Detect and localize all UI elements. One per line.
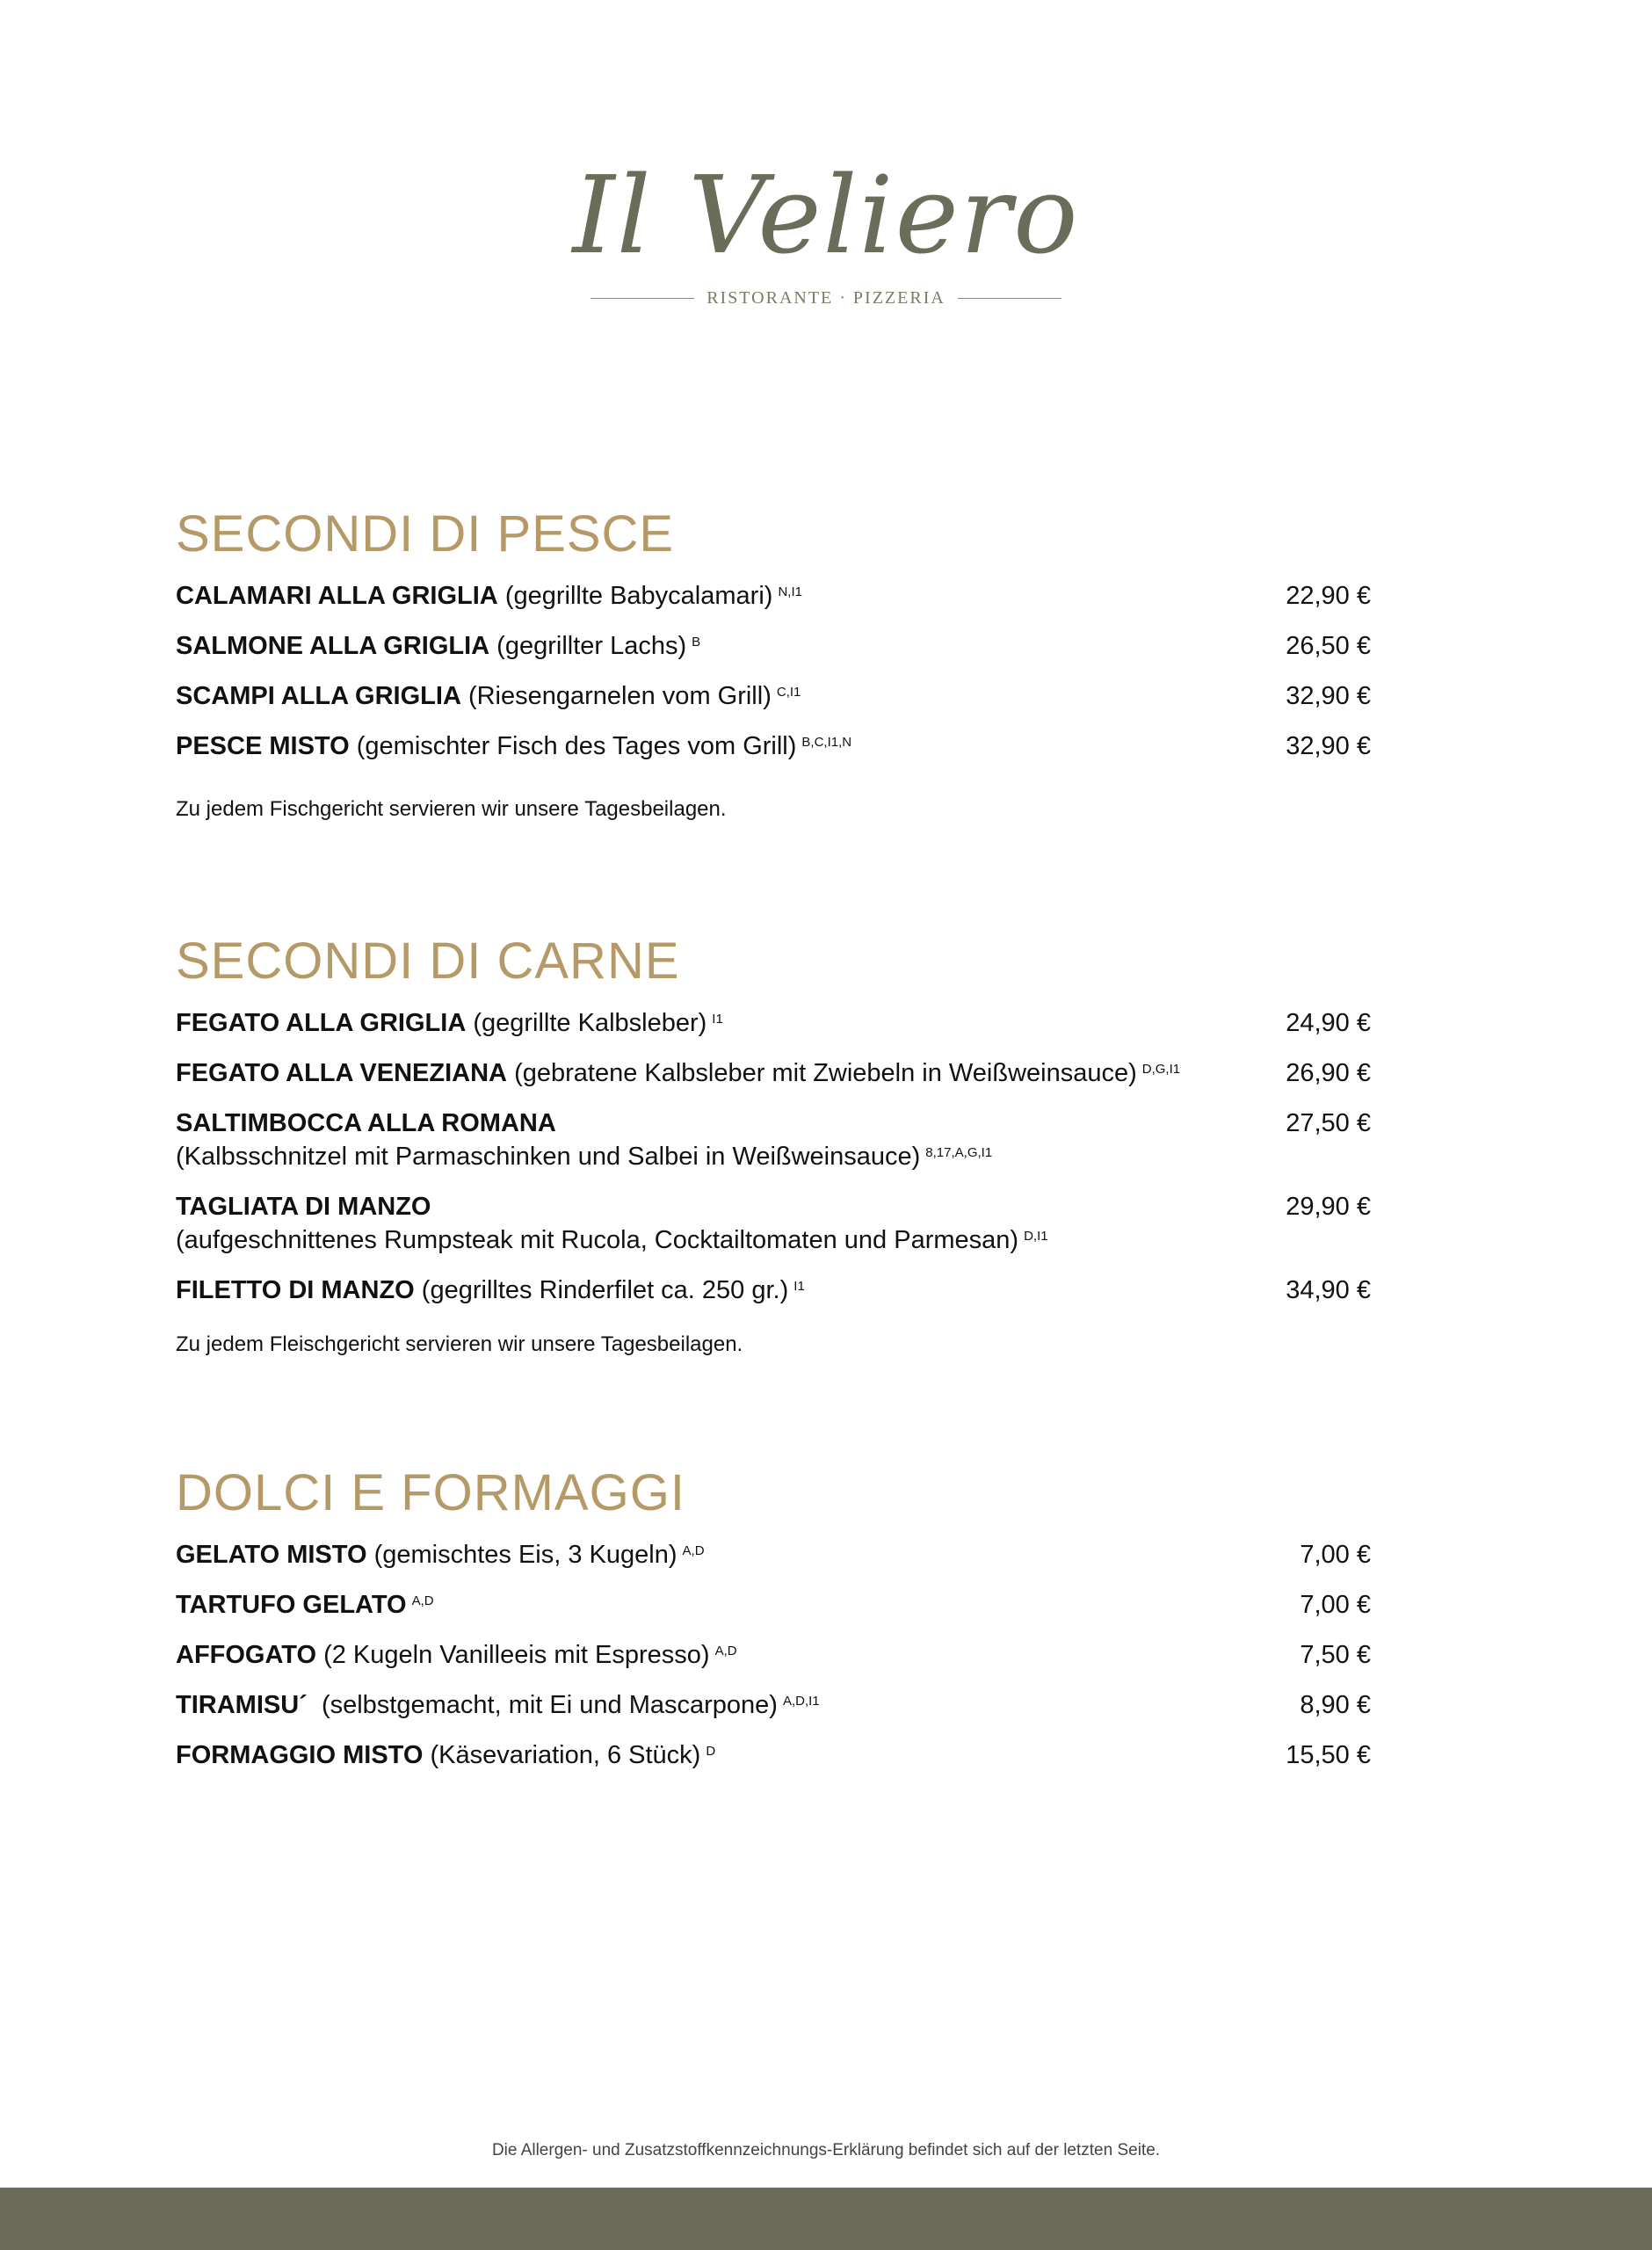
menu-item: [176, 629, 1371, 679]
item-name: FILETTO DI MANZO: [176, 1276, 415, 1304]
section-note: Zu jedem Fischgericht servieren wir unsere Tagesbeilagen.: [176, 797, 727, 821]
item-name: FORMAGGIO MISTO: [176, 1741, 424, 1769]
item-name: TIRAMISU´: [176, 1691, 308, 1719]
item-price: 27,50 €: [1286, 1109, 1371, 1137]
logo: [0, 153, 1652, 308]
item-desc: (gebratene Kalbsleber mit Zwiebeln in Weißweinsauce): [514, 1059, 1137, 1087]
section-secondi-di-pesce: [176, 504, 1371, 822]
logo-script: Il Veliero: [572, 153, 1080, 278]
item-name: SALTIMBOCCA ALLA ROMANA: [176, 1109, 556, 1137]
allergen-codes: C,I1: [776, 685, 801, 700]
section-title: SECONDI DI CARNE: [176, 933, 680, 990]
item-price: 26,90 €: [1286, 1059, 1371, 1087]
allergen-codes: A,D: [714, 1644, 737, 1658]
item-desc: (gegrillte Kalbsleber): [473, 1009, 707, 1037]
item-name: SCAMPI ALLA GRIGLIA: [176, 682, 461, 710]
item-desc: (2 Kugeln Vanilleeis mit Espresso): [323, 1641, 710, 1669]
item-price: 7,00 €: [1300, 1541, 1371, 1569]
allergen-codes: I1: [793, 1279, 805, 1294]
item-desc: (gemischter Fisch des Tages vom Grill): [356, 732, 797, 760]
item-price: 15,50 €: [1286, 1741, 1371, 1769]
item-price: 7,00 €: [1300, 1591, 1371, 1619]
item-desc: (gegrillter Lachs): [496, 632, 687, 660]
item-desc: (Käsevariation, 6 Stück): [430, 1741, 701, 1769]
menu-item: [176, 1738, 1371, 1789]
allergen-codes: A,D: [411, 1593, 434, 1608]
allergen-codes: B,C,I1,N: [801, 735, 852, 750]
menu-item: [176, 1538, 1371, 1588]
item-name: SALMONE ALLA GRIGLIA: [176, 632, 490, 660]
item-desc: (gegrillte Babycalamari): [504, 582, 773, 610]
allergen-codes: A,D,I1: [782, 1694, 820, 1709]
item-price: 24,90 €: [1286, 1009, 1371, 1037]
divider-line: [591, 298, 694, 299]
menu-item: [176, 729, 1371, 780]
item-price: 32,90 €: [1286, 732, 1371, 760]
logo-subtitle-row: [0, 288, 1652, 308]
allergen-codes: D: [706, 1744, 716, 1759]
allergen-codes: D,I1: [1024, 1229, 1048, 1244]
logo-subtitle: RISTORANTE · PIZZERIA: [706, 288, 946, 308]
footer-bar: [0, 2188, 1652, 2250]
item-price: 34,90 €: [1286, 1276, 1371, 1304]
section-title: DOLCI E FORMAGGI: [176, 1464, 685, 1521]
menu-item: [176, 579, 1371, 629]
item-price: 26,50 €: [1286, 632, 1371, 660]
item-name: FEGATO ALLA GRIGLIA: [176, 1009, 467, 1037]
item-price: 32,90 €: [1286, 682, 1371, 710]
allergen-codes: B: [692, 635, 701, 650]
item-name: TARTUFO GELATO: [176, 1591, 407, 1619]
menu-item: [176, 1056, 1371, 1107]
section-title: SECONDI DI PESCE: [176, 505, 675, 562]
item-desc: (Kalbsschnitzel mit Parmaschinken und Salbei in Weißweinsauce): [176, 1143, 921, 1171]
section-dolci-e-formaggi: [176, 1462, 1371, 1789]
menu-item: [176, 1274, 1371, 1324]
menu-item: [176, 1688, 1371, 1738]
item-name: AFFOGATO: [176, 1641, 317, 1669]
menu-item: [176, 1588, 1371, 1638]
item-desc: (Riesengarnelen vom Grill): [467, 682, 772, 710]
item-price: 7,50 €: [1300, 1641, 1371, 1669]
menu-item: [176, 1006, 1371, 1056]
allergen-codes: 8,17,A,G,I1: [925, 1145, 993, 1160]
section-note: Zu jedem Fleischgericht servieren wir unsere Tagesbeilagen.: [176, 1332, 743, 1356]
item-price: 29,90 €: [1286, 1193, 1371, 1221]
item-desc: (gegrilltes Rinderfilet ca. 250 gr.): [421, 1276, 789, 1304]
item-price: 8,90 €: [1300, 1691, 1371, 1719]
menu-item: [176, 1107, 1371, 1190]
divider-line: [958, 298, 1061, 299]
item-desc: (gemischtes Eis, 3 Kugeln): [373, 1541, 677, 1569]
allergen-codes: N,I1: [778, 584, 802, 599]
section-secondi-di-carne: [176, 931, 1371, 1357]
item-desc: (aufgeschnittenes Rumpsteak mit Rucola, Cocktailtomaten und Parmesan): [176, 1226, 1019, 1254]
menu-item: [176, 1638, 1371, 1688]
item-name: TAGLIATA DI MANZO: [176, 1193, 431, 1221]
footer-note: Die Allergen- und Zusatzstoffkennzeichnungs-Erklärung befindet sich auf der letzten Seite.: [491, 2141, 1161, 2159]
allergen-codes: I1: [712, 1012, 723, 1027]
menu-item: [176, 1190, 1371, 1274]
allergen-codes: A,D: [682, 1543, 705, 1558]
item-name: GELATO MISTO: [176, 1541, 367, 1569]
item-name: FEGATO ALLA VENEZIANA: [176, 1059, 507, 1087]
item-name: CALAMARI ALLA GRIGLIA: [176, 582, 498, 610]
item-price: 22,90 €: [1286, 582, 1371, 610]
menu-item: [176, 679, 1371, 729]
item-name: PESCE MISTO: [176, 732, 350, 760]
allergen-codes: D,G,I1: [1141, 1062, 1181, 1077]
item-desc: (selbstgemacht, mit Ei und Mascarpone): [321, 1691, 778, 1719]
